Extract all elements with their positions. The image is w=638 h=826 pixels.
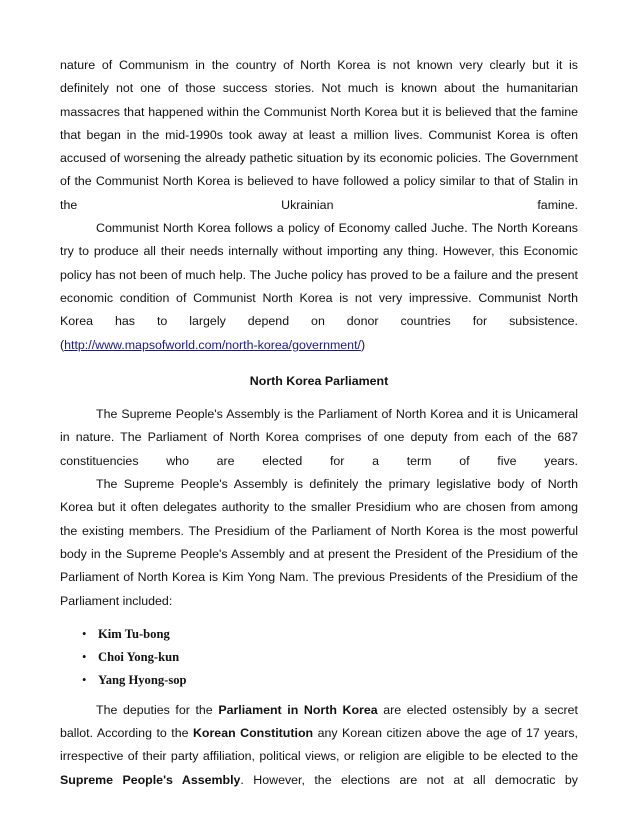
- text-run: . However, the elections are not at all democratic by: [240, 772, 579, 787]
- text-line: massacres that happened within the Communist North Korea but it is believed that the famine: [60, 104, 578, 119]
- bold-term-constitution: Korean Constitution: [192, 726, 314, 741]
- text-line: economic condition of Communist North Korea is not very impressive. Communist North: [60, 290, 578, 305]
- list-item: [60, 623, 578, 646]
- text-column: [60, 54, 578, 792]
- text-run: are elected ostensibly by a secret ballot. According to the: [60, 702, 578, 741]
- paragraph-elections: [60, 699, 578, 792]
- paragraph-presidium: The Supreme People's Assembly is definitely the primary legislative body of North Korea but it often delegates authority to the smaller Presidium who are chosen from among the existing members. The Presidium of the Parliament of North Korea is the most powerful body in the Supreme People's Assembly and at present the President of the Presidium of the Parliament of North Korea is Kim Yong Nam. The previous Presidents of the Presidium of the Parliament included:: [60, 477, 578, 608]
- text-line: constituencies who are elected for a term of five years.: [60, 453, 578, 468]
- paragraph-communism-nature: [60, 54, 578, 217]
- text-line: accused of worsening the already pathetic situation by its economic policies. The Government: [60, 151, 578, 166]
- list-item: [60, 646, 578, 669]
- source-citation: [60, 334, 578, 357]
- text-line: definitely not one of those success stories. Not much is known about the humanitarian: [60, 81, 578, 96]
- section-heading: North Korea Parliament: [249, 373, 389, 388]
- text-line: The Supreme People's Assembly is the Parliament of North Korea and it is Unicameral: [96, 407, 578, 422]
- source-link[interactable]: http://www.mapsofworld.com/north-korea/government/: [64, 337, 361, 352]
- text-line: policy has not been of much help. The Juche policy has proved to be a failure and the present: [60, 267, 578, 282]
- text-line: in nature. The Parliament of North Korea comprises of one deputy from each of the 687: [60, 430, 578, 445]
- bullet-icon: •: [82, 626, 87, 641]
- bullet-icon: •: [82, 650, 87, 665]
- paren-open: (: [60, 337, 65, 352]
- text-line: of the Communist North Korea is believed to have followed a policy similar to that of Stalin in: [60, 174, 578, 189]
- text-line: Communist North Korea follows a policy of Economy called Juche. The North Koreans: [96, 221, 578, 236]
- text-line: that began in the mid-1990s took away at least a million lives. Communist Korea is often: [60, 127, 578, 142]
- bold-term-assembly: Supreme People's Assembly: [60, 772, 241, 787]
- bullet-icon: •: [82, 673, 87, 688]
- text-line: Korea has to largely depend on donor countries for subsistence.: [60, 314, 578, 329]
- text-line: try to produce all their needs internally without importing any thing. However, this Economic: [60, 244, 578, 259]
- text-run: The deputies for the: [96, 702, 219, 717]
- list-item-text: Choi Yong-kun: [98, 650, 180, 665]
- text-run: any Korean citizen above the age of 17 years, irrespective of their party affiliation, political views, or religion are eligible to be elected to the: [60, 726, 578, 764]
- bold-term-parliament: Parliament in North Korea: [218, 702, 378, 717]
- paragraph-juche: [60, 217, 578, 357]
- list-item-text: Kim Tu-bong: [98, 626, 170, 641]
- list-item-text: Yang Hyong-sop: [98, 673, 187, 688]
- text-line: nature of Communism in the country of North Korea is not known very clearly but it is: [60, 58, 578, 72]
- paren-close: ): [360, 337, 366, 352]
- presidents-list: [60, 623, 578, 693]
- text-line: the Ukrainian famine.: [60, 197, 578, 212]
- list-item: [60, 669, 578, 692]
- paragraph-assembly-intro: [60, 403, 578, 473]
